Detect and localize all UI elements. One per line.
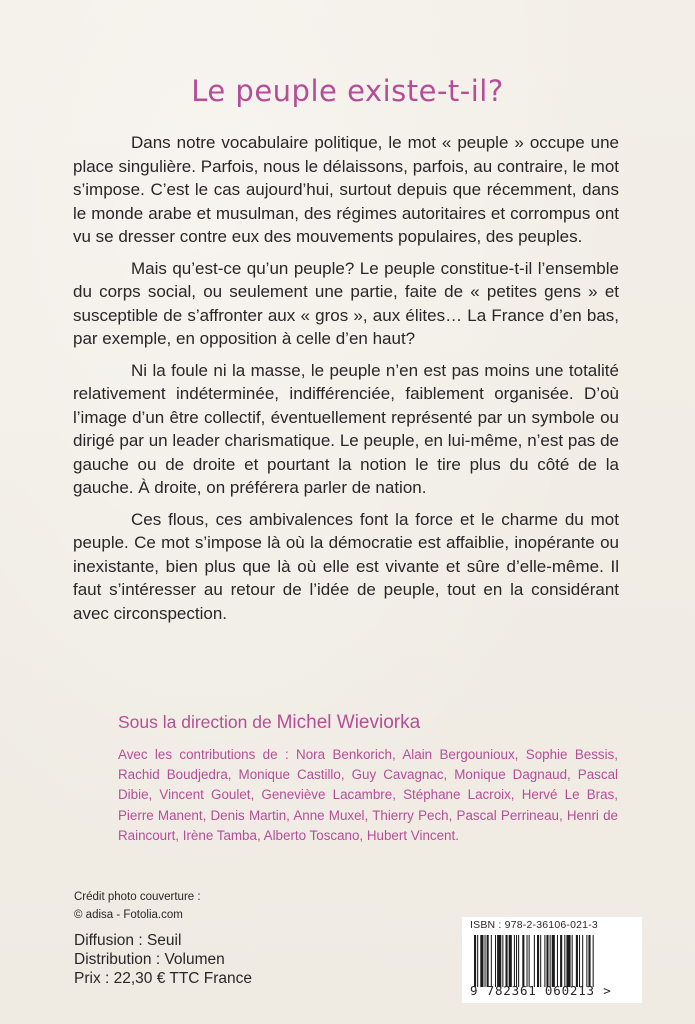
book-title: Le peuple existe-t-il? (191, 74, 504, 108)
blurb-paragraph: Ces flous, ces ambivalences font la force et le charme du mot peuple. Ce mot s’impose là où la démocratie est affaiblie, inopérante ou inexistante, bien plus que là où elle est vivante et sûre d’elle-même. Il faut s’intéresser au retour de l’idée de peuple, tout en la considérant avec circonspection. (73, 509, 619, 623)
diffusion-line: Diffusion : Seuil (74, 932, 182, 949)
price-line: Prix : 22,30 € TTC France (74, 970, 253, 988)
editor-prefix: Sous la direction de (118, 712, 272, 732)
blurb-paragraph: Mais qu’est-ce qu’un peuple? Le peuple constitue-t-il l’ensemble du corps social, ou seulement une partie, faite de « petites gens » et susceptible de s’affronter aux « gros », aux élites… La France d’en bas, par exemple, en opposition à celle d’en haut? (73, 258, 619, 348)
editor-name: Michel Wieviorka (276, 712, 421, 733)
distribution-info (74, 931, 252, 989)
photo-credit-source: © adisa - Fotolia.com (74, 908, 183, 921)
ean-digits: 9 782361 060213 > (470, 983, 612, 998)
blurb-paragraph: Dans notre vocabulaire politique, le mot « peuple » occupe une place singulière. Parfois, nous le délaissons, parfois, au contraire, le mot s’impose. C’est le cas aujourd’hui, surtout depuis que récemment, dans le monde arabe et musulman, des régimes autoritaires et corrompus ont vu se dresser contre eux des mouvements populaires, des peuples. (73, 133, 619, 246)
contributors-list: Avec les contributions de : Nora Benkorich, Alain Bergounioux, Sophie Bessis, Rachid Boudjedra, Monique Castillo, Guy Cavagnac, Monique Dagnaud, Pascal Dibie, Vincent Goulet, Geneviève Lacambre, Stéphane Lacroix, Hervé Le Bras, Pierre Manent, Denis Martin, Anne Muxel, Thierry Pech, Pascal Perrineau, Henri de Raincourt, Irène Tamba, Alberto Toscano, Hubert Vincent. (118, 747, 618, 843)
barcode-icon (468, 935, 628, 987)
distribution-line: Distribution : Volumen (74, 951, 225, 969)
photo-credit (74, 889, 201, 924)
blurb (73, 131, 619, 633)
photo-credit-label: Crédit photo couverture : (74, 891, 201, 903)
blurb-paragraph: Ni la foule ni la masse, le peuple n’en est pas moins une totalité relativement indéterminée, indifférenciée, faiblement organisée. D’où l’image d’un être collectif, éventuellement représenté par un symbole ou dirigé par un leader charismatique. Le peuple, en lui-même, n’est pas de gauche ou de droite et pourtant la notion le tire plus du côté de la gauche. À droite, on préférera parler de nation. (73, 360, 619, 497)
editor-credit (118, 712, 420, 734)
isbn-label: ISBN : 978-2-36106-021-3 (470, 919, 598, 931)
